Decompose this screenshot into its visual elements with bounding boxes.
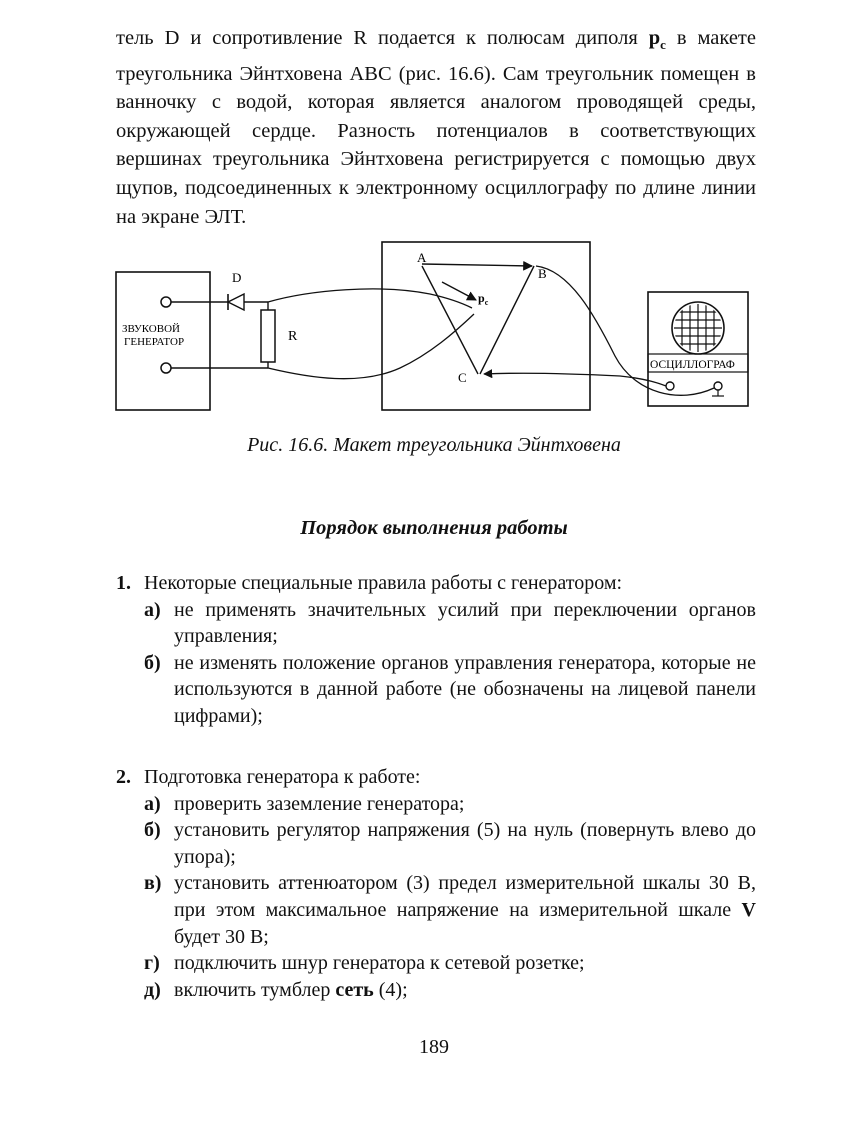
- sub-item-text: установить регулятор напряжения (5) на нуль (повернуть влево до упора);: [174, 819, 756, 868]
- item-number: 1.: [116, 572, 131, 594]
- ground-terminal-icon: [712, 382, 724, 396]
- sub-item-text: не изменять положение органов управления генератора, которые не используются в данной работе (не обозначены на лицевой панели цифрами);: [174, 651, 756, 727]
- oscilloscope-screen: [672, 302, 724, 354]
- sub-item: [144, 817, 756, 870]
- generator-label-2: ГЕНЕРАТОР: [124, 336, 185, 348]
- sub-item: [144, 650, 756, 730]
- oscilloscope-label: ОСЦИЛЛОГРАФ: [650, 359, 735, 371]
- list-item: [116, 764, 756, 791]
- sub-item-text: проверить заземление генератора;: [174, 792, 465, 815]
- sub-item: [144, 977, 756, 1004]
- vertex-b-label: B: [538, 266, 547, 281]
- sub-item-text: включить тумблер сеть (4);: [174, 978, 408, 1001]
- sub-item-text: подключить шнур генератора к сетевой розетке;: [174, 952, 585, 975]
- sub-item-letter: б): [144, 651, 161, 674]
- oscilloscope-input-terminal: [666, 382, 674, 390]
- figure-caption: Рис. 16.6. Макет треугольника Эйнтховена: [247, 434, 621, 456]
- instruction-list-1: [116, 570, 756, 730]
- sub-item-letter: а): [144, 598, 161, 621]
- sub-item: [144, 791, 756, 818]
- sub-item-letter: а): [144, 792, 161, 815]
- sub-item-letter: б): [144, 819, 161, 842]
- intro-text-2: в макете треугольника Эйнтховена ABC (рис. 16.6). Сам треугольник помещен в ванночку с водой, которая является аналогом проводящей среды, окружающей сердце. Разность потенциалов в соответствующих вершинах треугольника Эйнтховена регистрируется с помощью двух щупов, подсоединенных к электронному осциллографу по длине линии на экране ЭЛТ.: [116, 27, 756, 228]
- vertex-c-label: C: [458, 370, 467, 385]
- instruction-list-2: [116, 764, 756, 1003]
- generator-terminal-top: [161, 297, 171, 307]
- section-title: Порядок выполнения работы: [300, 517, 568, 539]
- einthoven-triangle-diagram: [110, 236, 760, 416]
- sub-item-letter: г): [144, 952, 160, 975]
- item-text: Некоторые специальные правила работы с генератором:: [144, 572, 623, 594]
- dipole-label: $p_c$: [478, 291, 489, 307]
- water-tank-box: [382, 242, 590, 410]
- generator-terminal-bottom: [161, 363, 171, 373]
- sub-item: [144, 950, 756, 977]
- einthoven-triangle: [422, 264, 534, 374]
- sub-item-letter: д): [144, 978, 161, 1001]
- page-number: 189: [419, 1036, 449, 1058]
- item-text: Подготовка генератора к работе:: [144, 766, 421, 788]
- dipole-symbol: $p_c$: [648, 27, 666, 53]
- sub-item-letter: в): [144, 872, 162, 895]
- sub-item: [144, 597, 756, 650]
- sub-item-text: установить аттенюатором (3) предел измерительной шкалы 30 В, при этом максимальное напряжение на измерительной шкале V будет 30 В;: [174, 872, 756, 948]
- vertex-a-label: A: [417, 250, 427, 265]
- resistor-symbol: [261, 310, 275, 362]
- diode-symbol: [228, 294, 244, 310]
- item-number: 2.: [116, 766, 131, 788]
- sub-item: [144, 870, 756, 950]
- generator-label-1: ЗВУКОВОЙ: [122, 323, 180, 335]
- resistor-label: R: [288, 329, 298, 344]
- intro-text-1: тель D и сопротивление R подается к полюсам диполя: [116, 27, 649, 49]
- sub-item-text: не применять значительных усилий при переключении органов управления;: [174, 598, 756, 648]
- dipole-arrow: [442, 282, 476, 300]
- diode-label: D: [232, 270, 242, 285]
- list-item: [116, 570, 756, 597]
- intro-paragraph: [116, 24, 756, 231]
